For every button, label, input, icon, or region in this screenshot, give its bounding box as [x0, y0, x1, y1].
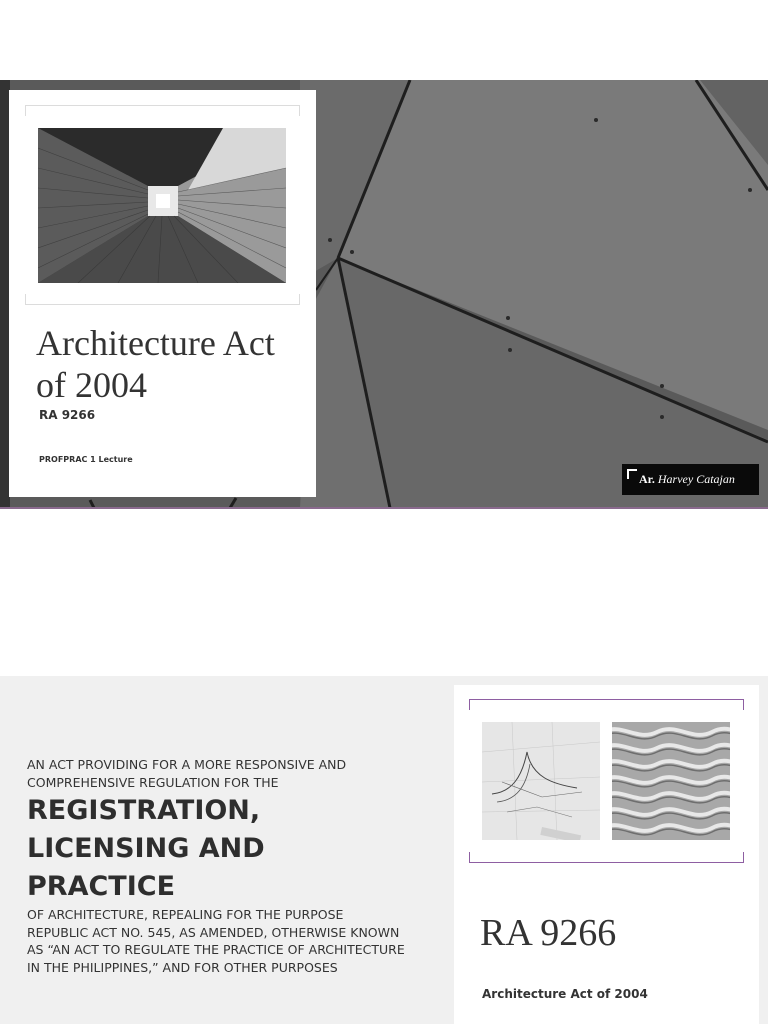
- slide-divider: [0, 507, 768, 509]
- ra-card-subtitle: Architecture Act of 2004: [482, 987, 648, 1001]
- title-slide: [0, 80, 768, 508]
- presentation-subtitle: RA 9266: [39, 408, 96, 422]
- sketch-photo: [482, 722, 600, 840]
- corner-bracket-icon: [627, 469, 637, 479]
- act-slide: [0, 676, 768, 1024]
- author-name: Harvey Catajan: [657, 472, 735, 486]
- act-description: OF ARCHITECTURE, REPEALING FOR THE PURPOSE REPUBLIC ACT NO. 545, AS AMENDED, OTHERWISE KNOWN AS “AN ACT TO REGULATE THE PRACTICE OF ARCHITECTURE IN THE PHILIPPINES,” AND FOR OTHER PURPOSES: [27, 907, 405, 975]
- author-badge: [622, 464, 759, 495]
- course-label: PROFPRAC 1 Lecture: [39, 455, 133, 464]
- author-prefix: Ar.: [639, 472, 655, 486]
- presentation-title: Architecture Act of 2004: [36, 323, 275, 405]
- ra-card: [454, 685, 759, 1024]
- frame-bottom: [25, 294, 300, 305]
- frame-top: [25, 105, 300, 116]
- ra-card-title: RA 9266: [480, 912, 617, 954]
- act-intro-text: AN ACT PROVIDING FOR A MORE RESPONSIVE AND COMPREHENSIVE REGULATION FOR THE: [27, 757, 347, 790]
- wave-facade-photo: [612, 722, 730, 840]
- title-card: [9, 90, 316, 497]
- author-text: [639, 472, 735, 487]
- frame-bottom: [469, 852, 744, 863]
- corridor-photo: [38, 128, 286, 283]
- act-heading: REGISTRATION, LICENSING AND PRACTICE: [27, 795, 265, 902]
- frame-top: [469, 699, 744, 710]
